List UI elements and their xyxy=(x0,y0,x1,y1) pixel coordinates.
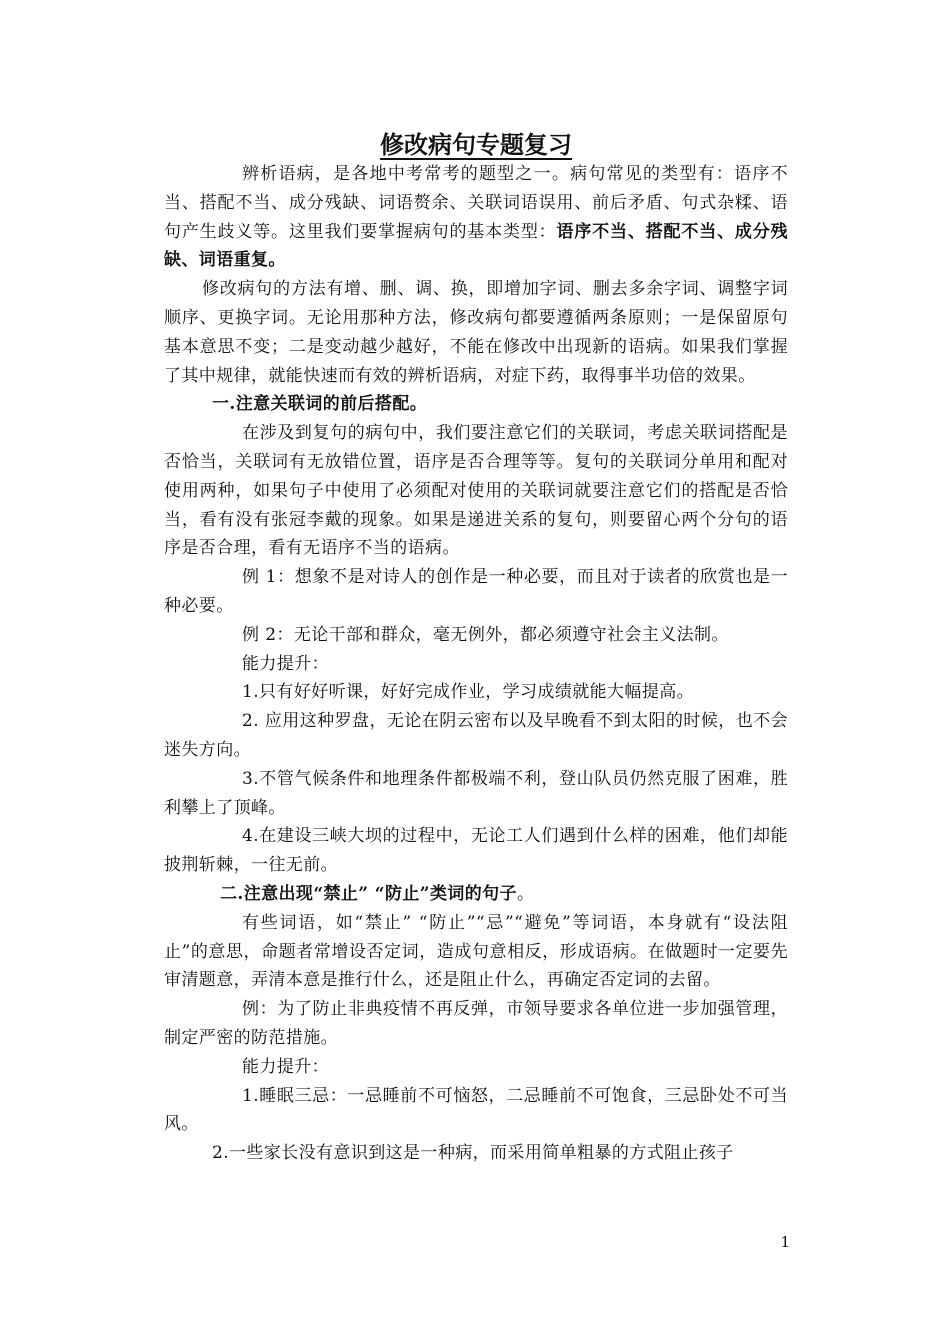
document-title xyxy=(164,128,788,162)
section2-item-2: 2.一些家长没有意识到这是一种病，而采用简单粗暴的方式阻止孩子 xyxy=(212,1143,734,1164)
section2-example: 例：为了防止非典疫情不再反弹，市领导要求各单位进一步加强管理，制定严密的防范措施。 xyxy=(164,999,788,1048)
section1-item-1: 1.只有好好听课，好好完成作业，学习成绩就能大幅提高。 xyxy=(242,682,695,703)
section1-item-2: 2. 应用这种罗盘，无论在阴云密布以及早晚看不到太阳的时候，也不会迷失方向。 xyxy=(164,711,788,760)
intro-text: 辨析语病，是各地中考常考的题型之一。病句常见的类型有：语序不当、搭配不当、成分残缺、词语赘余、关联词语误用、前后矛盾、句式杂糅、语句产生歧义等。这里我们要掌握病句的基本类型： xyxy=(164,164,788,242)
section1-example-1: 例 1：想象不是对诗人的创作是一种必要，而且对于读者的欣赏也是一种必要。 xyxy=(164,567,788,616)
section2-practice-label: 能力提升： xyxy=(242,1056,329,1077)
section2-heading-tail: 。 xyxy=(516,883,535,904)
section2-item-1: 1.睡眠三忌：一忌睡前不可恼怒，二忌睡前不可饱食，三忌卧处不可当风。 xyxy=(164,1085,788,1135)
section2-heading-text: 二.注意出现“禁止” “防止”类词的句子 xyxy=(220,883,517,904)
section1-item-4: 4.在建设三峡大坝的过程中，无论工人们遇到什么样的困难，他们却能披荆斩棘，一往无前。 xyxy=(164,826,788,876)
section1-heading: 一.注意关联词的前后搭配。 xyxy=(212,394,428,415)
page-number: 1 xyxy=(780,1233,790,1251)
intro-paragraph xyxy=(164,160,788,275)
section1-example-2: 例 2：无论干部和群众，毫无例外，都必须遵守社会主义法制。 xyxy=(242,624,729,645)
section1-paragraph: 在涉及到复句的病句中，我们要注意它们的关联词，考虑关联词搭配是否恰当，关联词有无放错位置，语序是否合理等等。复句的关联词分单用和配对使用两种，如果句子中使用了必须配对使用的关联词就要注意它们的搭配是否恰当，看有没有张冠李戴的现象。如果是递进关系的复句，则要留心两个分句的语序是否合理，看有无语序不当的语病。 xyxy=(164,423,788,559)
section1-item-3: 3.不管气候条件和地理条件都极端不利，登山队员仍然克服了困难，胜利攀上了顶峰。 xyxy=(164,768,788,818)
intro-bold-types: 语序不当、搭配不当、成分残缺、词语重复。 xyxy=(164,221,788,271)
section2-heading xyxy=(164,880,788,909)
section1-practice-label: 能力提升： xyxy=(242,653,329,674)
methods-paragraph: 修改病句的方法有增、删、调、换，即增加字词、删去多余字词、调整字词顺序、更换字词。无论用那种方法，修改病句都要遵循两条原则；一是保留原句基本意思不变；二是变动越少越好，不能在修改中出现新的语病。如果我们掌握了其中规律，就能快速而有效的辨析语病，对症下药，取得事半功倍的效果。 xyxy=(164,279,788,386)
document-body xyxy=(164,160,788,1168)
title-text: 修改病句专题复习 xyxy=(380,130,572,159)
section2-paragraph: 有些词语，如“禁止” “防止”“忌”“避免”等词语，本身就有“设法阻止”的意思，命题者常增设否定词，造成句意相反，形成语病。在做题时一定要先审清题意，弄清本意是推行什么，还是阻止什么，再确定否定词的去留。 xyxy=(164,912,788,991)
